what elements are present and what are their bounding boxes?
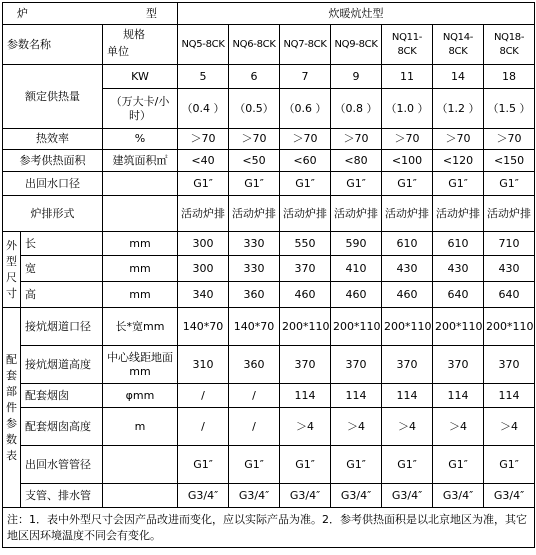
- model-cell: NQ5-8CK: [178, 25, 229, 65]
- table-cell: G3/4″: [229, 484, 280, 508]
- table-cell: 310: [178, 346, 229, 384]
- table-cell: ＞4: [484, 408, 535, 446]
- model-cell: NQ11-8CK: [382, 25, 433, 65]
- table-cell: <60: [280, 150, 331, 172]
- table-cell: /: [229, 384, 280, 408]
- table-cell: G1″: [382, 446, 433, 484]
- table-cell: 114: [280, 384, 331, 408]
- height-label: 高: [21, 282, 103, 308]
- group-char: 套: [6, 368, 17, 382]
- chimney-height-unit: m: [103, 408, 178, 446]
- table-cell: ＞70: [484, 129, 535, 150]
- table-cell: 330: [229, 232, 280, 256]
- table-cell: 460: [382, 282, 433, 308]
- length-label: 长: [21, 232, 103, 256]
- header-row-type: [3, 3, 535, 25]
- table-row: [3, 196, 535, 232]
- table-cell: （0.8 ）: [331, 89, 382, 129]
- table-cell: 114: [382, 384, 433, 408]
- efficiency-label: 热效率: [3, 129, 103, 150]
- table-cell: ＞4: [433, 408, 484, 446]
- table-cell: 200*110: [280, 308, 331, 346]
- table-cell: 114: [484, 384, 535, 408]
- table-row: [3, 232, 535, 256]
- outlet-unit: [103, 172, 178, 196]
- model-cell: NQ7-8CK: [280, 25, 331, 65]
- type-label-b: 型: [146, 7, 158, 20]
- model-cell: NQ9-8CK: [331, 25, 382, 65]
- table-cell: 370: [280, 256, 331, 282]
- table-cell: 200*110: [433, 308, 484, 346]
- table-cell: <80: [331, 150, 382, 172]
- table-cell: （0.5）: [229, 89, 280, 129]
- outer-size-group-label: [3, 232, 21, 308]
- rated-heat-unit-kcal: （万大卡/小时）: [103, 89, 178, 129]
- table-cell: 300: [178, 232, 229, 256]
- spec-table-container: [2, 2, 534, 548]
- chimney-label: 配套烟囱: [21, 384, 103, 408]
- table-cell: 5: [178, 65, 229, 89]
- spec-label: 规格: [123, 28, 145, 41]
- flue-size-unit: 长*宽mm: [103, 308, 178, 346]
- model-cell: NQ18-8CK: [484, 25, 535, 65]
- table-cell: 460: [280, 282, 331, 308]
- table-cell: G3/4″: [178, 484, 229, 508]
- group-char: 寸: [6, 286, 17, 300]
- table-cell: ＞70: [178, 129, 229, 150]
- group-char: 外: [6, 238, 17, 252]
- boiler-spec-table: [2, 2, 535, 548]
- table-cell: 18: [484, 65, 535, 89]
- grate-label: 炉排形式: [3, 196, 103, 232]
- table-cell: /: [229, 408, 280, 446]
- table-cell: G1″: [331, 172, 382, 196]
- table-cell: ＞70: [433, 129, 484, 150]
- table-cell: ＞70: [229, 129, 280, 150]
- param-name-header: 参数名称: [3, 25, 103, 65]
- group-char: 参: [6, 416, 17, 430]
- table-cell: G1″: [484, 446, 535, 484]
- type-label-a: 炉: [17, 7, 28, 20]
- table-cell: 430: [484, 256, 535, 282]
- table-row: [3, 484, 535, 508]
- table-cell: 410: [331, 256, 382, 282]
- table-cell: 370: [280, 346, 331, 384]
- table-cell: 活动炉排: [229, 196, 280, 232]
- table-cell: <40: [178, 150, 229, 172]
- drain-pipe-label: 支管、排水管: [21, 484, 103, 508]
- table-cell: 活动炉排: [280, 196, 331, 232]
- flue-height-label: 接炕烟道高度: [21, 346, 103, 384]
- table-cell: 300: [178, 256, 229, 282]
- table-cell: G3/4″: [280, 484, 331, 508]
- table-cell: 460: [331, 282, 382, 308]
- table-row: [3, 346, 535, 384]
- table-cell: 活动炉排: [331, 196, 382, 232]
- width-unit: mm: [103, 256, 178, 282]
- table-cell: G1″: [382, 172, 433, 196]
- table-cell: 11: [382, 65, 433, 89]
- table-row: [3, 256, 535, 282]
- table-cell: 200*110: [484, 308, 535, 346]
- area-unit: 建筑面积㎡: [103, 150, 178, 172]
- table-cell: G1″: [178, 446, 229, 484]
- table-cell: 140*70: [178, 308, 229, 346]
- height-unit: mm: [103, 282, 178, 308]
- table-cell: G1″: [229, 446, 280, 484]
- table-cell: G3/4″: [484, 484, 535, 508]
- table-row: [3, 446, 535, 484]
- table-cell: 370: [433, 346, 484, 384]
- width-label: 宽: [21, 256, 103, 282]
- spec-unit-header: [103, 25, 178, 65]
- table-cell: 370: [484, 346, 535, 384]
- table-cell: 340: [178, 282, 229, 308]
- flue-size-label: 接炕烟道口径: [21, 308, 103, 346]
- group-char: 配: [6, 352, 17, 366]
- table-cell: <120: [433, 150, 484, 172]
- table-row: [3, 65, 535, 89]
- table-cell: ＞70: [382, 129, 433, 150]
- table-cell: G3/4″: [433, 484, 484, 508]
- table-cell: 200*110: [382, 308, 433, 346]
- note-row: [3, 508, 535, 548]
- length-unit: mm: [103, 232, 178, 256]
- group-char: 部: [6, 384, 17, 398]
- table-cell: 114: [331, 384, 382, 408]
- table-cell: <100: [382, 150, 433, 172]
- table-cell: ＞70: [280, 129, 331, 150]
- group-char: 件: [6, 400, 17, 414]
- table-cell: /: [178, 408, 229, 446]
- table-cell: /: [178, 384, 229, 408]
- table-cell: （0.6 ）: [280, 89, 331, 129]
- table-cell: ＞4: [382, 408, 433, 446]
- table-cell: <50: [229, 150, 280, 172]
- table-cell: ＞4: [280, 408, 331, 446]
- table-cell: 610: [433, 232, 484, 256]
- outlet-label: 出回水口径: [3, 172, 103, 196]
- table-cell: 550: [280, 232, 331, 256]
- table-cell: 330: [229, 256, 280, 282]
- table-cell: 370: [331, 346, 382, 384]
- table-cell: 活动炉排: [484, 196, 535, 232]
- outlet-pipe-unit: [103, 446, 178, 484]
- table-cell: （0.4 ）: [178, 89, 229, 129]
- table-cell: G1″: [433, 446, 484, 484]
- table-cell: 9: [331, 65, 382, 89]
- model-cell: NQ14-8CK: [433, 25, 484, 65]
- table-cell: G1″: [178, 172, 229, 196]
- table-cell: 114: [433, 384, 484, 408]
- area-label: 参考供热面积: [3, 150, 103, 172]
- table-cell: 710: [484, 232, 535, 256]
- table-cell: 活动炉排: [178, 196, 229, 232]
- table-cell: 200*110: [331, 308, 382, 346]
- table-cell: G3/4″: [382, 484, 433, 508]
- table-cell: 610: [382, 232, 433, 256]
- table-cell: G1″: [280, 446, 331, 484]
- table-cell: （1.0 ）: [382, 89, 433, 129]
- grate-unit: [103, 196, 178, 232]
- group-char: 尺: [6, 270, 17, 284]
- rated-heat-label: 额定供热量: [3, 65, 103, 129]
- table-cell: G3/4″: [331, 484, 382, 508]
- drain-pipe-unit: [103, 484, 178, 508]
- table-cell: G1″: [484, 172, 535, 196]
- table-cell: G1″: [331, 446, 382, 484]
- header-row-models: [3, 25, 535, 65]
- table-cell: （1.2 ）: [433, 89, 484, 129]
- outlet-pipe-label: 出回水管管径: [21, 446, 103, 484]
- chimney-unit: φmm: [103, 384, 178, 408]
- table-cell: G1″: [280, 172, 331, 196]
- table-row: [3, 282, 535, 308]
- table-cell: <150: [484, 150, 535, 172]
- efficiency-unit: %: [103, 129, 178, 150]
- table-cell: 640: [433, 282, 484, 308]
- table-cell: G1″: [433, 172, 484, 196]
- table-cell: 430: [382, 256, 433, 282]
- table-cell: 活动炉排: [382, 196, 433, 232]
- table-cell: 360: [229, 346, 280, 384]
- unit-label: 单位: [107, 45, 129, 58]
- table-row: [3, 150, 535, 172]
- series-name: 炊暖炕灶型: [178, 3, 535, 25]
- table-row: [3, 172, 535, 196]
- table-row: [3, 129, 535, 150]
- table-row: [3, 384, 535, 408]
- table-cell: 6: [229, 65, 280, 89]
- table-cell: 430: [433, 256, 484, 282]
- table-cell: 140*70: [229, 308, 280, 346]
- table-row: [3, 308, 535, 346]
- group-char: 型: [6, 254, 17, 268]
- rated-heat-unit-kw: KW: [103, 65, 178, 89]
- table-cell: ＞70: [331, 129, 382, 150]
- table-cell: 370: [382, 346, 433, 384]
- table-cell: G1″: [229, 172, 280, 196]
- chimney-height-label: 配套烟囱高度: [21, 408, 103, 446]
- table-cell: 360: [229, 282, 280, 308]
- table-cell: 活动炉排: [433, 196, 484, 232]
- table-cell: 640: [484, 282, 535, 308]
- table-row: [3, 408, 535, 446]
- flue-height-unit: 中心线距地面mm: [103, 346, 178, 384]
- group-char: 表: [6, 448, 17, 462]
- group-char: 数: [6, 432, 17, 446]
- table-cell: 14: [433, 65, 484, 89]
- table-note: 注：1．表中外型尺寸会因产品改进而变化，应以实际产品为准。2．参考供热面积是以北京地区为准，其它地区因环境温度不同会有变化。: [3, 508, 535, 548]
- table-cell: （1.5 ）: [484, 89, 535, 129]
- table-cell: 7: [280, 65, 331, 89]
- table-cell: 590: [331, 232, 382, 256]
- parts-group-label: [3, 308, 21, 508]
- model-cell: NQ6-8CK: [229, 25, 280, 65]
- table-cell: ＞4: [331, 408, 382, 446]
- type-header-cell: [3, 3, 178, 25]
